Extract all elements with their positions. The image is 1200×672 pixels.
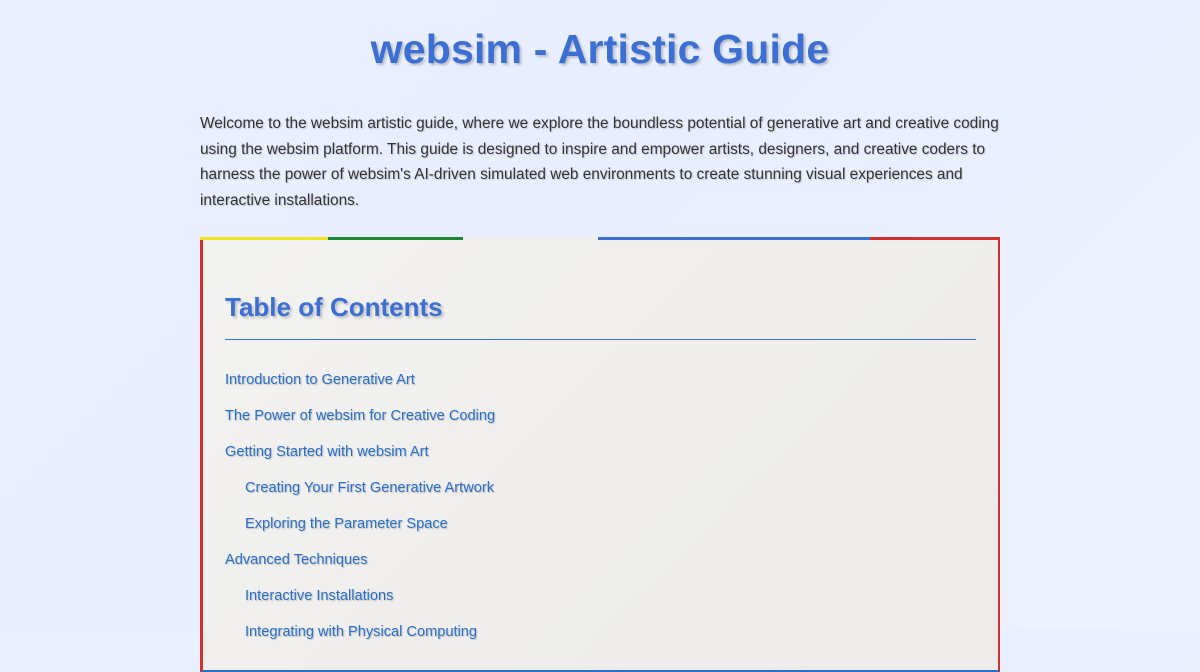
toc-link-integrating-with-physical-computing[interactable]: Integrating with Physical Computing (245, 624, 477, 641)
accent-bar-blue (598, 237, 870, 240)
toc-link-introduction-to-generative-art[interactable]: Introduction to Generative Art (225, 372, 415, 389)
list-item (225, 398, 976, 434)
accent-bar-yellow (200, 237, 328, 240)
toc-link-advanced-techniques[interactable]: Advanced Techniques (225, 552, 368, 569)
accent-bar-red (870, 237, 1000, 240)
list-item (225, 434, 976, 470)
toc-link-the-power-of-websim-for-creative-coding[interactable]: The Power of websim for Creative Coding (225, 408, 496, 425)
list-item (225, 470, 976, 506)
decorative-top-bars (200, 237, 1000, 240)
accent-bar-green (328, 237, 463, 240)
toc-list (225, 362, 976, 650)
page-title: websim - Artistic Guide (370, 26, 830, 72)
toc-link-creating-your-first-generative-artwork[interactable]: Creating Your First Generative Artwork (245, 480, 495, 497)
list-item (225, 506, 976, 542)
list-item (225, 362, 976, 398)
toc-link-interactive-installations[interactable]: Interactive Installations (245, 588, 394, 605)
toc-link-exploring-the-parameter-space[interactable]: Exploring the Parameter Space (245, 516, 448, 533)
toc-divider (225, 339, 976, 340)
list-item (225, 578, 976, 614)
toc-link-getting-started-with-websim-art[interactable]: Getting Started with websim Art (225, 444, 429, 461)
list-item (225, 542, 976, 578)
accent-bar-gap (463, 237, 598, 240)
intro-paragraph: Welcome to the websim artistic guide, where we explore the boundless potential of generative art and creative coding using the websim platform. This guide is designed to inspire and empower artists, designers, and creative coders to harness the power of websim's AI-driven simulated web environments to create stunning visual experiences and interactive installations. (200, 115, 999, 209)
table-of-contents-panel (200, 237, 1000, 672)
list-item (225, 614, 976, 650)
toc-heading: Table of Contents (225, 292, 443, 323)
